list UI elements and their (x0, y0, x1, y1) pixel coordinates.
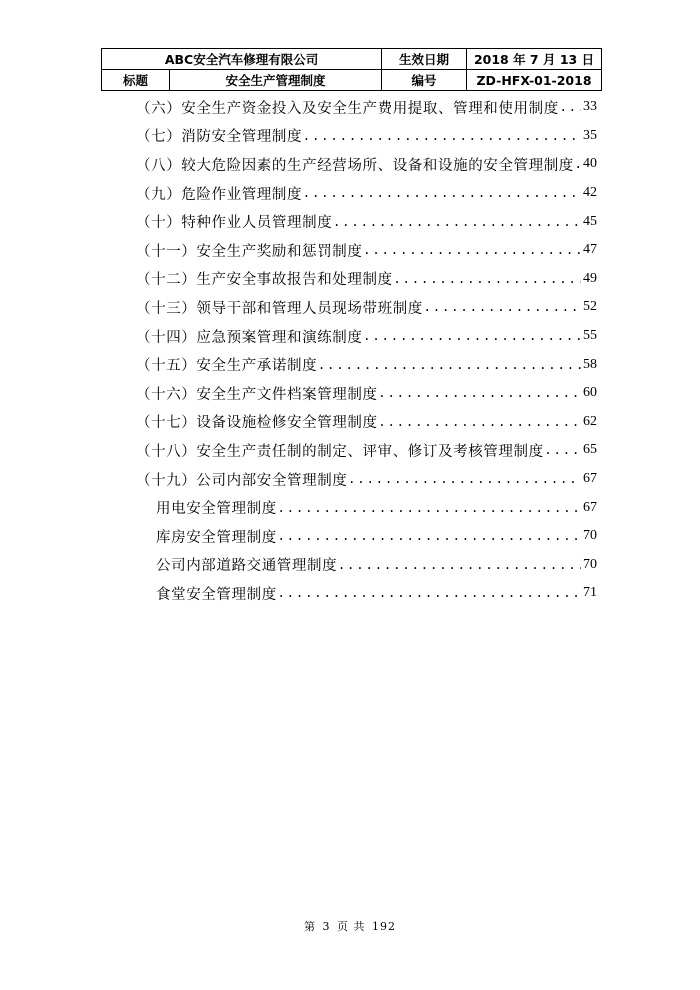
toc-entry[interactable] (136, 93, 597, 122)
toc-entry-page: 49 (583, 270, 597, 286)
toc-entry-page: 67 (583, 499, 597, 515)
toc-leader-dots (349, 471, 581, 487)
toc-entry[interactable] (136, 150, 597, 179)
toc-entry-page: 40 (583, 156, 597, 172)
toc-entry-title: 食堂安全管理制度 (156, 586, 277, 603)
page-footer (0, 918, 700, 934)
toc-leader-dots (561, 99, 581, 115)
toc-subentry[interactable] (136, 551, 597, 580)
toc-entry[interactable] (136, 236, 597, 265)
toc-leader-dots (380, 414, 581, 430)
footer-total-pages: 192 (372, 920, 396, 933)
number-label: 编号 (382, 70, 467, 91)
header-row-title (102, 70, 602, 91)
header-row-company (102, 49, 602, 70)
toc-entry[interactable] (136, 350, 597, 379)
toc-entry-title: （十一）安全生产奖励和惩罚制度 (136, 243, 363, 260)
toc-entry-title: （六）安全生产资金投入及安全生产费用提取、管理和使用制度 (136, 100, 559, 117)
toc-entry-title: （十）特种作业人员管理制度 (136, 215, 333, 232)
toc-leader-dots (279, 528, 581, 544)
toc-subentry[interactable] (136, 579, 597, 608)
toc-entry-page: 33 (583, 99, 597, 115)
toc-entry-title: （十四）应急预案管理和演练制度 (136, 329, 363, 346)
toc-entry[interactable] (136, 322, 597, 351)
toc-entry-title: （九）危险作业管理制度 (136, 186, 303, 203)
toc-entry-page: 62 (583, 413, 597, 429)
document-title: 安全生产管理制度 (170, 70, 382, 91)
toc-entry-title: （十五）安全生产承诺制度 (136, 358, 318, 375)
toc-entry-title: 库房安全管理制度 (156, 529, 277, 546)
toc-entry[interactable] (136, 179, 597, 208)
toc-leader-dots (365, 242, 582, 258)
company-name: ABC安全汽车修理有限公司 (102, 49, 382, 70)
toc-entry-page: 45 (583, 213, 597, 229)
toc-entry[interactable] (136, 122, 597, 151)
toc-entry-page: 67 (583, 471, 597, 487)
title-label: 标题 (102, 70, 170, 91)
footer-page-number: 3 (322, 920, 331, 933)
effective-date-label: 生效日期 (382, 49, 467, 70)
toc-entry-page: 60 (583, 385, 597, 401)
toc-entry-title: （十三）领导干部和管理人员现场带班制度 (136, 300, 423, 317)
footer-prefix: 第 (304, 920, 316, 933)
toc-entry-title: （十二）生产安全事故报告和处理制度 (136, 272, 393, 289)
toc-entry-title: 用电安全管理制度 (156, 501, 277, 518)
toc-entry-title: （十七）设备设施检修安全管理制度 (136, 415, 378, 432)
toc-entry-page: 70 (583, 556, 597, 572)
toc-leader-dots (380, 385, 581, 401)
effective-date-value: 2018 年 7 月 13 日 (467, 49, 602, 70)
toc-leader-dots (319, 357, 581, 373)
footer-middle: 页 共 (337, 920, 366, 933)
toc-entry[interactable] (136, 265, 597, 294)
toc-leader-dots (395, 271, 581, 287)
document-header-table (101, 48, 602, 91)
toc-subentry[interactable] (136, 522, 597, 551)
toc-entry-page: 42 (583, 185, 597, 201)
toc-entry-title: （八）较大危险因素的生产经营场所、设备和设施的安全管理制度 (136, 157, 574, 174)
toc-leader-dots (304, 128, 581, 144)
toc-entry-page: 55 (583, 328, 597, 344)
toc-entry-title: 公司内部道路交通管理制度 (156, 558, 338, 575)
toc-entry-title: （十八）安全生产责任制的制定、评审、修订及考核管理制度 (136, 443, 544, 460)
toc-leader-dots (546, 442, 581, 458)
toc-entry-page: 65 (583, 442, 597, 458)
toc-entry[interactable] (136, 436, 597, 465)
toc-entry[interactable] (136, 465, 597, 494)
toc-entry[interactable] (136, 379, 597, 408)
toc-entry[interactable] (136, 207, 597, 236)
toc-leader-dots (279, 500, 581, 516)
toc-leader-dots (279, 585, 581, 601)
toc-entry-page: 70 (583, 528, 597, 544)
toc-leader-dots (339, 557, 581, 573)
toc-subentry[interactable] (136, 493, 597, 522)
toc-entry[interactable] (136, 408, 597, 437)
toc-entry-page: 58 (583, 356, 597, 372)
toc-leader-dots (334, 214, 581, 230)
toc-leader-dots (576, 156, 581, 172)
toc-entry-page: 35 (583, 127, 597, 143)
toc-entry-title: （七）消防安全管理制度 (136, 129, 303, 146)
table-of-contents (136, 93, 597, 608)
toc-entry-page: 71 (583, 585, 597, 601)
toc-entry-page: 52 (583, 299, 597, 315)
toc-leader-dots (365, 328, 582, 344)
toc-entry-title: （十六）安全生产文件档案管理制度 (136, 386, 378, 403)
toc-leader-dots (304, 185, 581, 201)
document-number: ZD-HFX-01-2018 (467, 70, 602, 91)
toc-entry-title: （十九）公司内部安全管理制度 (136, 472, 348, 489)
toc-entry[interactable] (136, 293, 597, 322)
toc-leader-dots (425, 299, 581, 315)
toc-entry-page: 47 (583, 242, 597, 258)
